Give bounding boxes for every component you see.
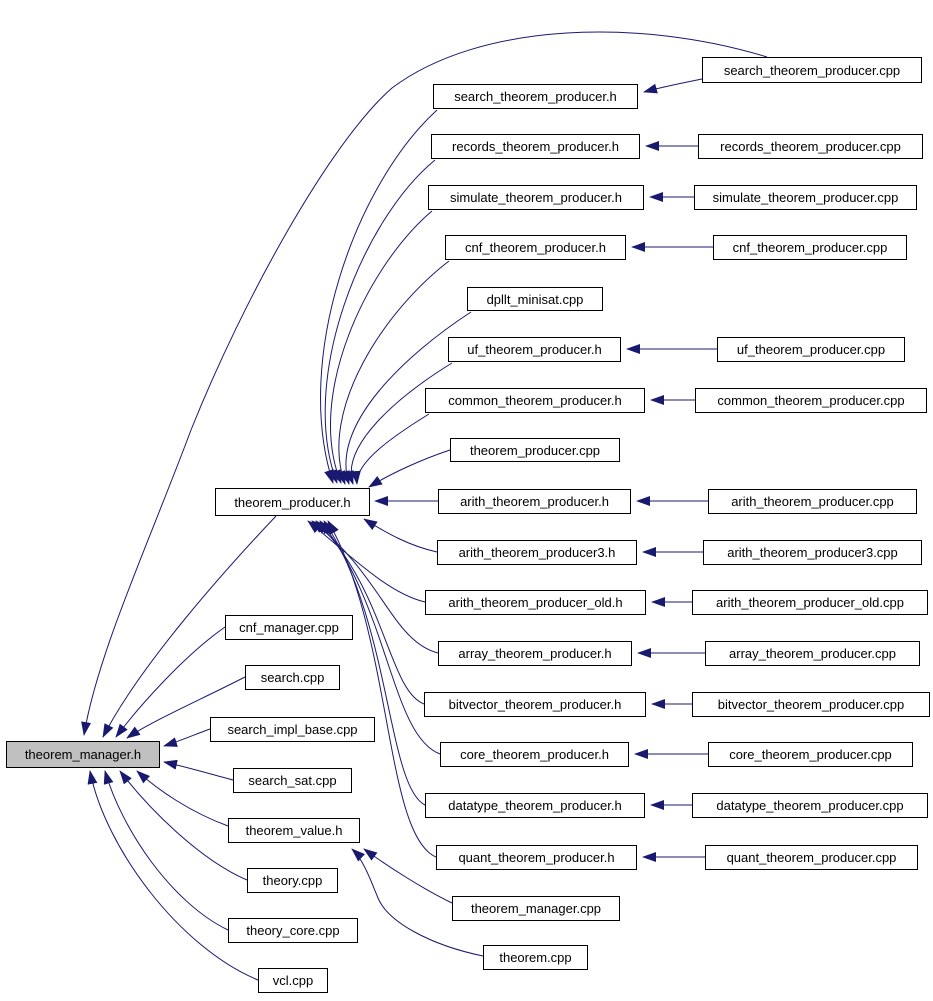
node-quant-theorem-producer-h[interactable]: [436, 845, 637, 870]
node-label: datatype_theorem_producer.h: [448, 798, 622, 813]
node-label: uf_theorem_producer.h: [467, 342, 602, 357]
node-cnf-theorem-producer-h[interactable]: [445, 235, 626, 260]
node-label: vcl.cpp: [272, 973, 314, 988]
node-core-theorem-producer-cpp[interactable]: [708, 742, 913, 767]
edge-arith_theorem_producer_old_h-to-theorem_producer_h: [308, 521, 425, 602]
node-datatype-theorem-producer-cpp[interactable]: [692, 793, 928, 818]
node-core-theorem-producer-h[interactable]: [440, 742, 629, 767]
node-label: arith_theorem_producer.h: [460, 494, 609, 509]
node-label: search_theorem_producer.h: [454, 89, 617, 104]
node-label: simulate_theorem_producer.h: [450, 190, 622, 205]
node-arith-theorem-producer3-cpp[interactable]: [703, 540, 922, 565]
node-label: search_theorem_producer.cpp: [723, 62, 901, 78]
node-label: search.cpp: [260, 670, 325, 685]
node-common-theorem-producer-cpp[interactable]: [695, 388, 927, 413]
node-quant-theorem-producer-cpp[interactable]: [705, 845, 918, 870]
node-label: common_theorem_producer.cpp: [717, 393, 905, 408]
node-array-theorem-producer-cpp[interactable]: [705, 641, 920, 666]
node-theory-core-cpp[interactable]: [228, 918, 358, 943]
node-dpllt-minisat-cpp[interactable]: [467, 287, 603, 311]
node-label: quant_theorem_producer.cpp: [726, 850, 897, 865]
edge-cnf_theorem_producer_h-to-theorem_producer_h: [339, 261, 449, 484]
node-label: arith_theorem_producer.cpp: [731, 494, 894, 509]
node-label: search_sat.cpp: [248, 773, 337, 788]
edge-search_impl_base_cpp-to-theorem_manager_h: [164, 729, 210, 746]
node-cnf-theorem-producer-cpp[interactable]: [713, 235, 907, 260]
node-label: theorem_manager.cpp: [470, 901, 602, 916]
edge-theorem_value_h-to-theorem_manager_h: [137, 771, 228, 826]
node-uf-theorem-producer-h[interactable]: [448, 337, 621, 362]
node-label: theorem_value.h: [245, 823, 343, 838]
node-label: theorem.cpp: [499, 950, 572, 965]
node-label: search_impl_base.cpp: [227, 722, 358, 737]
node-theorem-cpp[interactable]: [483, 945, 588, 970]
edge-records_theorem_producer_h-to-theorem_producer_h: [325, 160, 435, 483]
node-label: common_theorem_producer.h: [448, 393, 622, 408]
node-label: theory.cpp: [262, 873, 323, 888]
node-label: array_theorem_producer.cpp: [729, 646, 896, 661]
node-theorem-value-h[interactable]: [228, 818, 360, 843]
node-arith-theorem-producer-old-cpp[interactable]: [692, 590, 928, 615]
node-bitvector-theorem-producer-cpp[interactable]: [692, 692, 930, 717]
node-simulate-theorem-producer-h[interactable]: [428, 185, 644, 210]
node-theorem-producer-cpp[interactable]: [450, 438, 620, 462]
edge-datatype_theorem_producer_h-to-theorem_producer_h: [324, 521, 425, 805]
node-label: simulate_theorem_producer.cpp: [712, 190, 899, 205]
edge-search_theorem_producer_h-to-theorem_producer_h: [321, 110, 437, 483]
node-records-theorem-producer-h[interactable]: [431, 134, 640, 159]
edge-search_theorem_producer_cpp-to-theorem_manager_h: [84, 32, 767, 735]
node-theorem-producer-h[interactable]: [215, 488, 370, 516]
node-cnf-manager-cpp[interactable]: [225, 615, 353, 640]
node-label: datatype_theorem_producer.cpp: [716, 798, 904, 813]
node-label: arith_theorem_producer3.cpp: [727, 545, 898, 560]
node-theorem-manager-h: [6, 741, 160, 768]
node-label: theorem_producer.cpp: [469, 442, 601, 458]
node-label: cnf_theorem_producer.cpp: [732, 240, 888, 255]
node-uf-theorem-producer-cpp[interactable]: [717, 337, 905, 362]
node-label: array_theorem_producer.h: [458, 646, 612, 661]
node-theory-cpp[interactable]: [247, 868, 338, 893]
node-theorem-manager-cpp[interactable]: [452, 896, 620, 921]
edge-simulate_theorem_producer_h-to-theorem_producer_h: [330, 211, 432, 483]
node-label: arith_theorem_producer_old.cpp: [716, 595, 904, 610]
edge-search_theorem_producer_cpp-to-search_theorem_producer_h: [644, 79, 702, 92]
node-label: bitvector_theorem_producer.h: [448, 697, 622, 712]
node-label: theorem_manager.h: [24, 747, 142, 762]
edge-vcl_cpp-to-theorem_manager_h: [90, 771, 258, 980]
node-common-theorem-producer-h[interactable]: [425, 388, 645, 413]
node-label: arith_theorem_producer3.h: [458, 545, 616, 560]
node-label: theory_core.cpp: [246, 923, 340, 938]
node-label: bitvector_theorem_producer.cpp: [717, 697, 905, 712]
node-label: uf_theorem_producer.cpp: [736, 342, 886, 357]
node-label: arith_theorem_producer_old.h: [448, 595, 623, 610]
node-label: quant_theorem_producer.h: [458, 850, 615, 865]
node-label: records_theorem_producer.h: [452, 139, 619, 154]
node-bitvector-theorem-producer-h[interactable]: [424, 692, 646, 717]
node-search-impl-base-cpp[interactable]: [210, 717, 375, 742]
node-simulate-theorem-producer-cpp[interactable]: [694, 185, 917, 210]
node-label: cnf_theorem_producer.h: [465, 240, 606, 255]
node-records-theorem-producer-cpp[interactable]: [698, 134, 923, 159]
edge-arith_theorem_producer3_h-to-theorem_producer_h: [364, 519, 437, 552]
node-search-sat-cpp[interactable]: [233, 768, 352, 793]
node-label: core_theorem_producer.h: [460, 747, 609, 762]
node-arith-theorem-producer-cpp[interactable]: [708, 489, 917, 514]
node-label: core_theorem_producer.cpp: [729, 747, 892, 762]
node-label: records_theorem_producer.cpp: [720, 139, 901, 154]
edge-theorem_producer_cpp-to-theorem_producer_h: [369, 450, 450, 487]
edge-search_sat_cpp-to-theorem_manager_h: [164, 762, 233, 780]
node-search-theorem-producer-h[interactable]: [433, 84, 638, 109]
node-search-cpp[interactable]: [245, 665, 340, 690]
node-label: cnf_manager.cpp: [239, 620, 339, 635]
node-datatype-theorem-producer-h[interactable]: [425, 793, 645, 818]
node-label: theorem_producer.h: [234, 494, 351, 510]
node-label: dpllt_minisat.cpp: [486, 291, 584, 307]
edge-quant_theorem_producer_h-to-theorem_producer_h: [328, 521, 436, 857]
node-arith-theorem-producer-old-h[interactable]: [425, 590, 646, 615]
node-arith-theorem-producer-h[interactable]: [438, 489, 631, 514]
node-arith-theorem-producer3-h[interactable]: [437, 540, 637, 565]
edge-cnf_manager_cpp-to-theorem_manager_h: [116, 627, 225, 737]
node-search-theorem-producer-cpp[interactable]: [702, 57, 922, 83]
node-array-theorem-producer-h[interactable]: [438, 641, 632, 666]
node-vcl-cpp[interactable]: [258, 968, 328, 993]
edge-uf_theorem_producer_h-to-theorem_producer_h: [351, 363, 452, 484]
